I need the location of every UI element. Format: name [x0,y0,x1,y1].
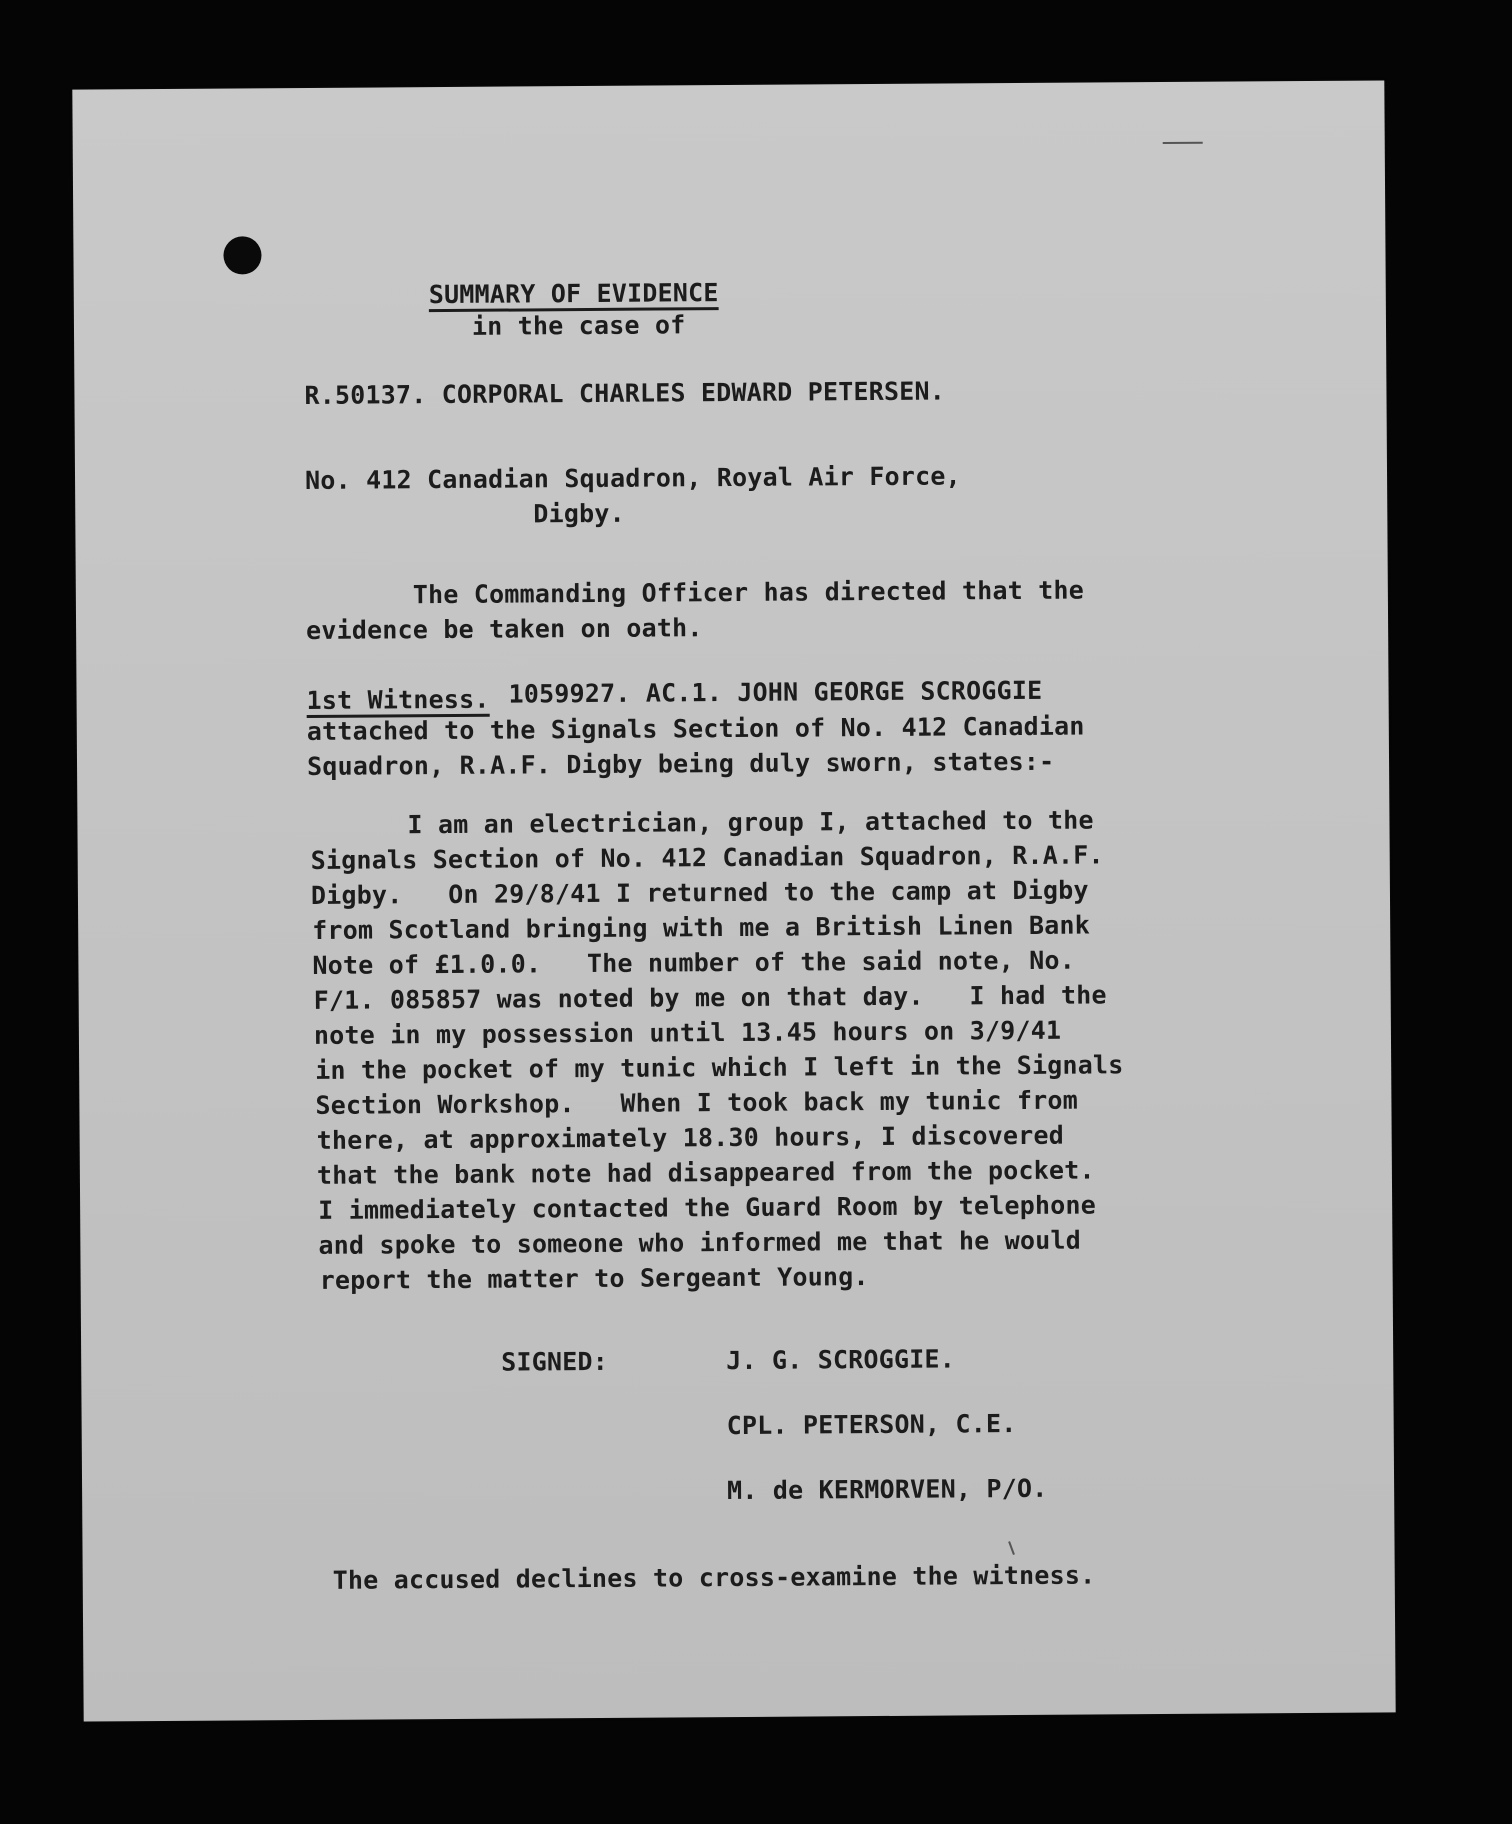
closing-statement: The accused declines to cross-examine the witness. [332,1560,1096,1595]
statement-line: F/1. 085857 was noted by me on that day. I had the [313,980,1107,1015]
punch-hole [223,236,261,274]
document-title: SUMMARY OF EVIDENCE [428,278,719,310]
statement-line: Note of £1.0.0. The number of the said note, No. [312,945,1076,980]
signature-line: M. de KERMORVEN, P/O. [727,1473,1048,1506]
statement-line: from Scotland bringing with me a British Linen Bank [312,910,1091,945]
accused-line: R.50137. CORPORAL CHARLES EDWARD PETERSEN. [304,376,946,410]
unit-line-1: No. 412 Canadian Squadron, Royal Air Force, [304,461,961,495]
signature-line: CPL. PETERSON, C.E. [726,1409,1017,1441]
signature-line: J. G. SCROGGIE. [726,1344,956,1376]
scan-mark [1008,1541,1015,1555]
witness-line-2: attached to the Signals Section of No. 412 Canadian [306,711,1085,746]
statement-line: and spoke to someone who informed me that he would [318,1225,1082,1260]
statement-line: report the matter to Sergeant Young. [319,1262,869,1295]
witness-line-1: 1059927. AC.1. JOHN GEORGE SCROGGIE [508,675,1043,709]
signed-label: SIGNED: [501,1346,609,1377]
statement-line: in the pocket of my tunic which I left in the Signals [315,1050,1124,1085]
statement-line: note in my possession until 13.45 hours on 3/9/41 [313,1015,1062,1050]
statement-line: Signals Section of No. 412 Canadian Squadron, R.A.F. [310,840,1104,875]
statement-line: I am an electrician, group I, attached to the [407,805,1094,840]
statement-line: that the bank note had disappeared from the pocket. [316,1155,1095,1190]
statement-line: Digby. On 29/8/41 I returned to the camp at Digby [310,875,1089,910]
statement-line: I immediately contacted the Guard Room by telephone [318,1190,1097,1225]
intro-line-2: evidence be taken on oath. [305,613,703,645]
intro-line-1: The Commanding Officer has directed that the [412,575,1085,610]
unit-line-2: Digby. [533,498,625,529]
witness-label: 1st Witness. [306,684,490,715]
document-page [72,80,1395,1721]
document-subtitle: in the case of [471,310,686,341]
statement-line: Section Workshop. When I took back my tunic from [315,1085,1079,1120]
statement-line: there, at approximately 18.30 hours, I discovered [316,1120,1065,1155]
scan-mark [1163,142,1203,144]
witness-line-3: Squadron, R.A.F. Digby being duly sworn, states:- [306,746,1055,781]
